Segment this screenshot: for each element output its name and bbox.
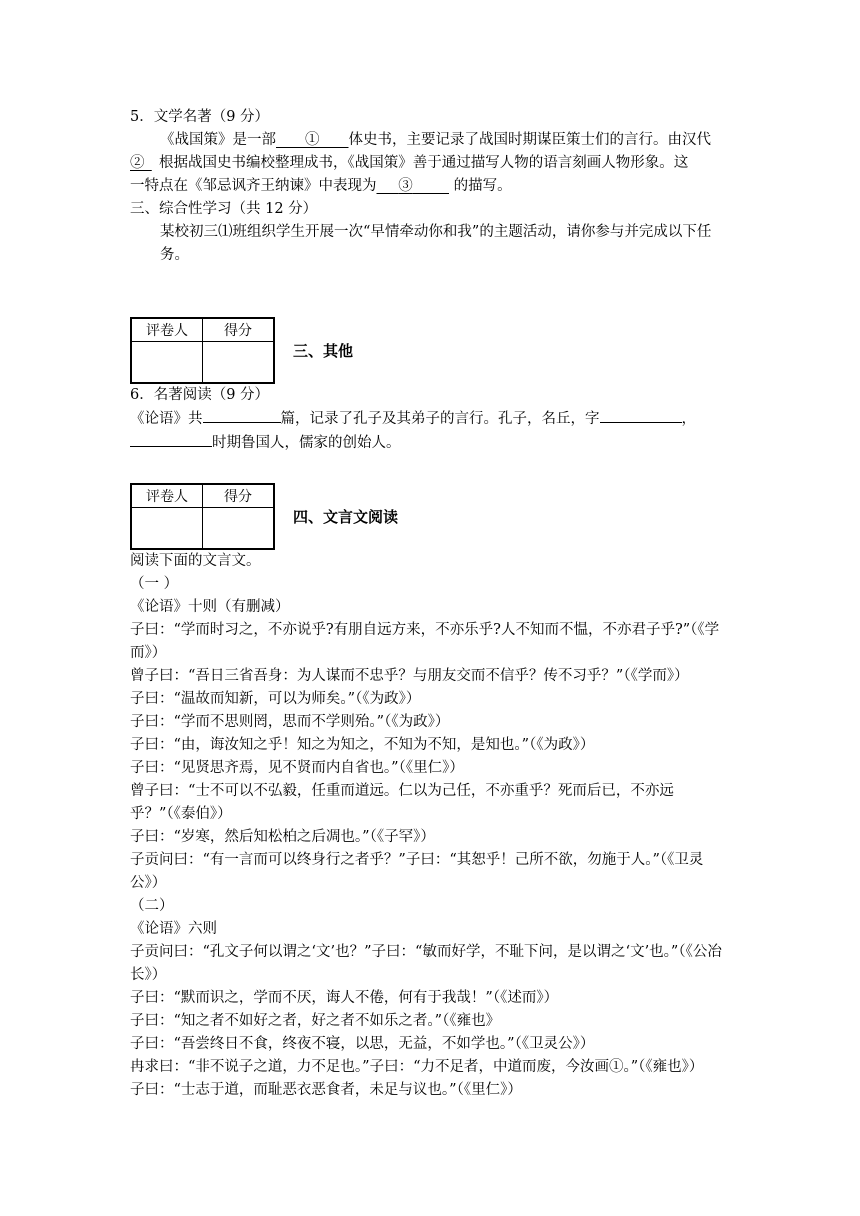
score-block-part3	[130, 317, 730, 384]
passage-line: 子曰：“由，诲汝知之乎！知之为知之，不知为不知，是知也。”（《为政》）	[130, 737, 595, 753]
passage-line: 子曰：“学而不思则罔，思而不学则殆。”（《为政》）	[130, 714, 450, 730]
section-title-classical: 四、文言文阅读	[293, 508, 399, 526]
q5-text: 根据战国史书编校整理成书，《战国策》善于通过描写人物的语言刻画人物形象。这	[159, 155, 689, 171]
passage-line: 子贡问曰：“孔文子何以谓之‘文’也？”子曰：“敏而好学，不耻下问，是以谓之‘文’也。”（《公冶长》）	[130, 944, 722, 983]
q6-text: 时期鲁国人，儒家的创始人。	[212, 435, 401, 451]
q5-heading: 5．文学名著（9 分）	[130, 109, 270, 125]
score-block-part4	[130, 483, 730, 550]
q6-text: ，	[681, 411, 696, 427]
passage-line: 子曰：“士志于道，而耻恶衣恶食者，未足与议也。”（《里仁》）	[130, 1082, 522, 1098]
q6-text: 篇，记录了孔子及其弟子的言行。孔子，名丘，字	[280, 411, 600, 427]
part4-intro: 阅读下面的文言文。	[130, 553, 261, 569]
score-cell[interactable]	[203, 342, 275, 384]
q6-blank-1[interactable]	[203, 407, 281, 423]
group2-label: （二）	[130, 898, 174, 914]
passage-line: 子曰：“学而时习之，不亦说乎?有朋自远方来，不亦乐乎?人不知而不愠，不亦君子乎?”（《学而》）	[130, 622, 720, 661]
score-table	[130, 317, 275, 384]
score-col-grader: 评卷人	[131, 318, 203, 342]
score-table	[130, 483, 275, 550]
q5-text: 一特点在《邹忌讽齐王纳谏》中表现为	[130, 178, 377, 194]
passage-line: 子贡问曰：“有一言而可以终身行之者乎？”子曰：“其恕乎！己所不欲，勿施于人。”（《卫灵公》）	[130, 852, 704, 891]
passage-line: 子曰：“默而识之，学而不厌，诲人不倦，何有于我哉！”（《述而》）	[130, 990, 559, 1006]
score-col-grader: 评卷人	[131, 484, 203, 508]
q6-line-2	[130, 431, 730, 455]
score-cell[interactable]	[203, 508, 275, 550]
score-col-score: 得分	[203, 318, 275, 342]
q5-text: 的描写。	[449, 178, 512, 194]
passage-line: 子曰：“知之者不如好之者，好之者不如乐之者。”（《雍也》	[130, 1013, 501, 1029]
q5-text: 体史书，主要记录了战国时期谋臣策士们的言行。由汉代	[348, 132, 711, 148]
passage-line: 曾子曰：“吾日三省吾身：为人谋而不忠乎？与朋友交而不信乎？传不习乎？”（《学而》）	[130, 668, 689, 684]
score-col-score: 得分	[203, 484, 275, 508]
passage-line: 子曰：“温故而知新，可以为师矣。”（《为政》）	[130, 691, 421, 707]
q5-line-2	[130, 152, 730, 175]
grader-cell[interactable]	[131, 342, 203, 384]
group2-passages	[130, 941, 730, 1102]
group1-label: （一 ）	[130, 576, 179, 592]
q6-line-1	[130, 407, 730, 431]
q5-text: 《战国策》是一部	[160, 132, 276, 148]
passage-line: 子曰：“吾尝终日不食，终夜不寝，以思，无益，不如学也。”（《卫灵公》）	[130, 1036, 595, 1052]
q6-blank-2[interactable]	[600, 407, 682, 423]
q5-blank-2: ②	[130, 155, 145, 171]
group2-title: 《论语》六则	[130, 921, 217, 937]
passage-line: 冉求曰：“非不说子之道，力不足也。”子曰：“力不足者，中道而废，今汝画①。”（《雍也》）	[130, 1059, 704, 1075]
passage-line: 曾子曰：“士不可以不弘毅，任重而道远。仁以为己任，不亦重乎？死而后已，不亦远乎？”（《泰伯》）	[130, 783, 674, 822]
q6-text: 《论语》共	[130, 411, 203, 427]
section-title-other: 三、其他	[293, 342, 354, 360]
q6-heading: 6．名著阅读（9 分）	[130, 387, 270, 403]
group1-title: 《论语》十则（有删减）	[130, 599, 290, 615]
group1-passages	[130, 619, 730, 895]
passage-line: 子曰：“岁寒，然后知松柏之后凋也。”（《子罕》）	[130, 829, 435, 845]
q6-blank-3[interactable]	[130, 431, 212, 447]
sec3-heading: 三、综合性学习（共 12 分）	[130, 201, 318, 217]
grader-cell[interactable]	[131, 508, 203, 550]
q5-line-1	[130, 129, 730, 152]
document-page	[130, 106, 730, 1102]
passage-line: 子曰：“见贤思齐焉，见不贤而内自省也。”（《里仁》）	[130, 760, 464, 776]
q5-blank-3: ③	[398, 178, 413, 194]
q5-line-3	[130, 175, 730, 198]
q5-blank-1: ①	[305, 132, 320, 148]
sec3-text: 某校初三⑴班组织学生开展一次“早情牵动你和我”的主题活动，请你参与并完成以下任务。	[160, 224, 712, 263]
